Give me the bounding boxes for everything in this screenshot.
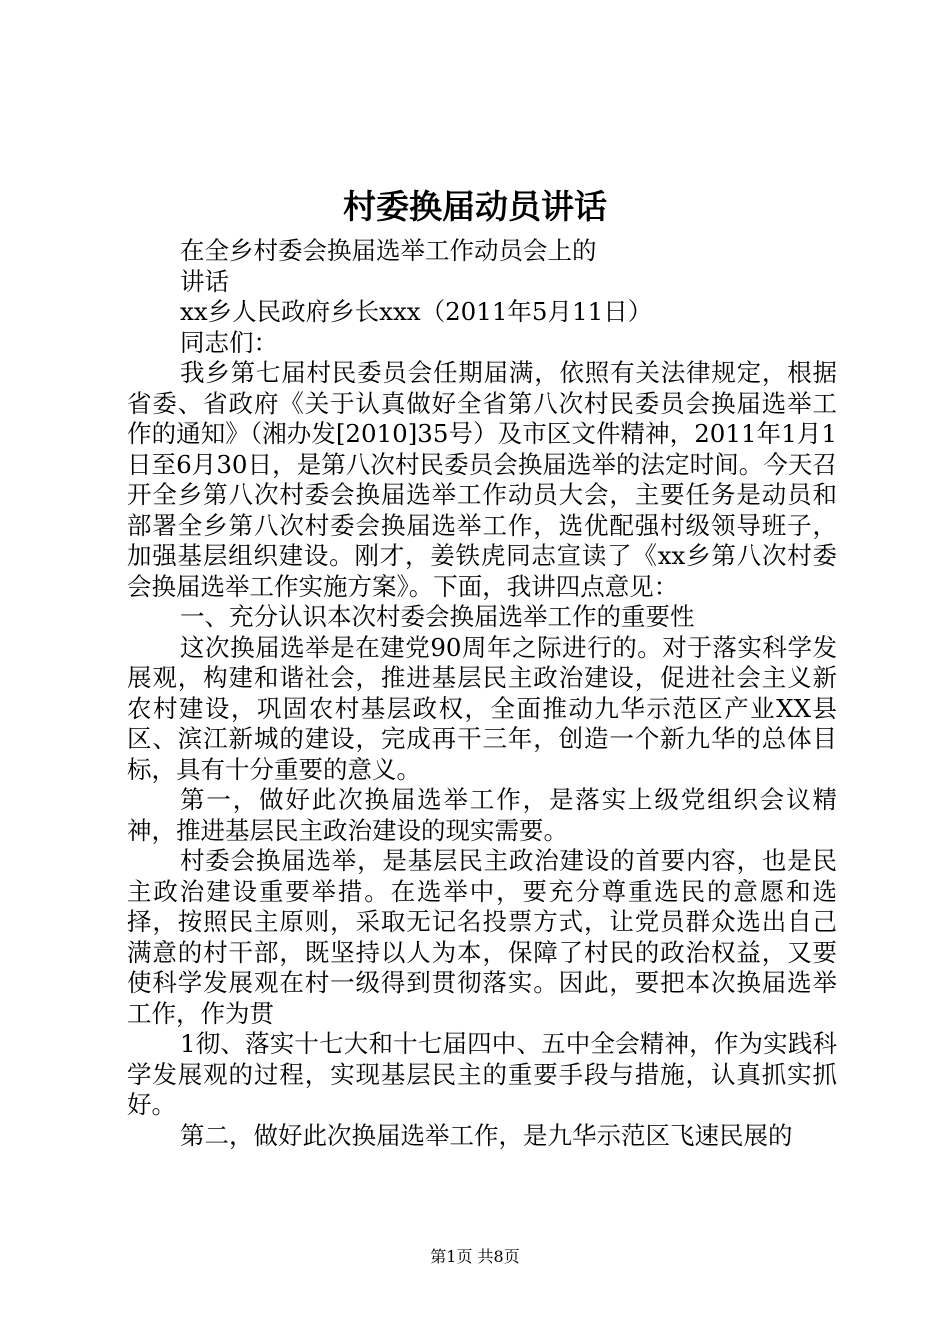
subtitle-line: 讲话 — [180, 266, 229, 296]
subtitle-line: 在全乡村委会换届选举工作动员会上的 — [180, 236, 597, 265]
salutation: 同志们： — [180, 327, 278, 357]
paragraph: 我乡第七届村民委员会任期届满，依照有关法律规定，根据省委、省政府《关于认真做好全省第八次村民委员会换届选举工作的通知》（湘办发[2010]35号）及市区文件精神，2011年1月1日至6月30日，是第八次村民委员会换届选举的法定时间。今天召开全乡第八次村委会换届选举工作动员大会，主要任务是动员和部署全乡第八次村委会换届选举工作，选优配强村级领导班子，加强基层组织建设。刚才，姜铁虎同志宣读了《xx乡第八次村委会换届选举工作实施方案》。下面，我讲四点意见： — [127, 358, 837, 601]
document-title: 村委换届动员讲话 — [343, 187, 607, 226]
paragraph: 村委会换届选举，是基层民主政治建设的首要内容，也是民主政治建设重要举措。在选举中，要充分尊重选民的意愿和选择，按照民主原则，采取无记名投票方式，让党员群众选出自己满意的村干部，既坚持以人为本，保障了村民的政治权益，又要使科学发展观在村一级得到贯彻落实。因此，要把本次换届选举工作，作为贯 — [127, 846, 837, 1028]
paragraph: 第二，做好此次换届选举工作，是九华示范区飞速民展的 — [180, 1120, 793, 1150]
paragraph: 第一，做好此次换届选举工作，是落实上级党组织会议精神，推进基层民主政治建设的现实需要。 — [127, 785, 837, 845]
paragraph: 这次换届选举是在建党90周年之际进行的。对于落实科学发展观，构建和谐社会，推进基层民主政治建设，促进社会主义新农村建设，巩固农村基层政权，全面推动九华示范区产业XX县区、滨江新城的建设，完成再干三年，创造一个新九华的总体目标，具有十分重要的意义。 — [127, 632, 837, 784]
section-heading: 一、充分认识本次村委会换届选举工作的重要性 — [180, 602, 695, 631]
paragraph: 1彻、落实十七大和十七届四中、五中全会精神，作为实践科学发展观的过程，实现基层民主的重要手段与措施，认真抓实抓好。 — [127, 1029, 837, 1119]
page-footer: 第1页 共8页 — [430, 1247, 520, 1266]
speaker-line: xx乡人民政府乡长xxx（2011年5月11日） — [180, 297, 653, 326]
document-body — [127, 236, 837, 1151]
